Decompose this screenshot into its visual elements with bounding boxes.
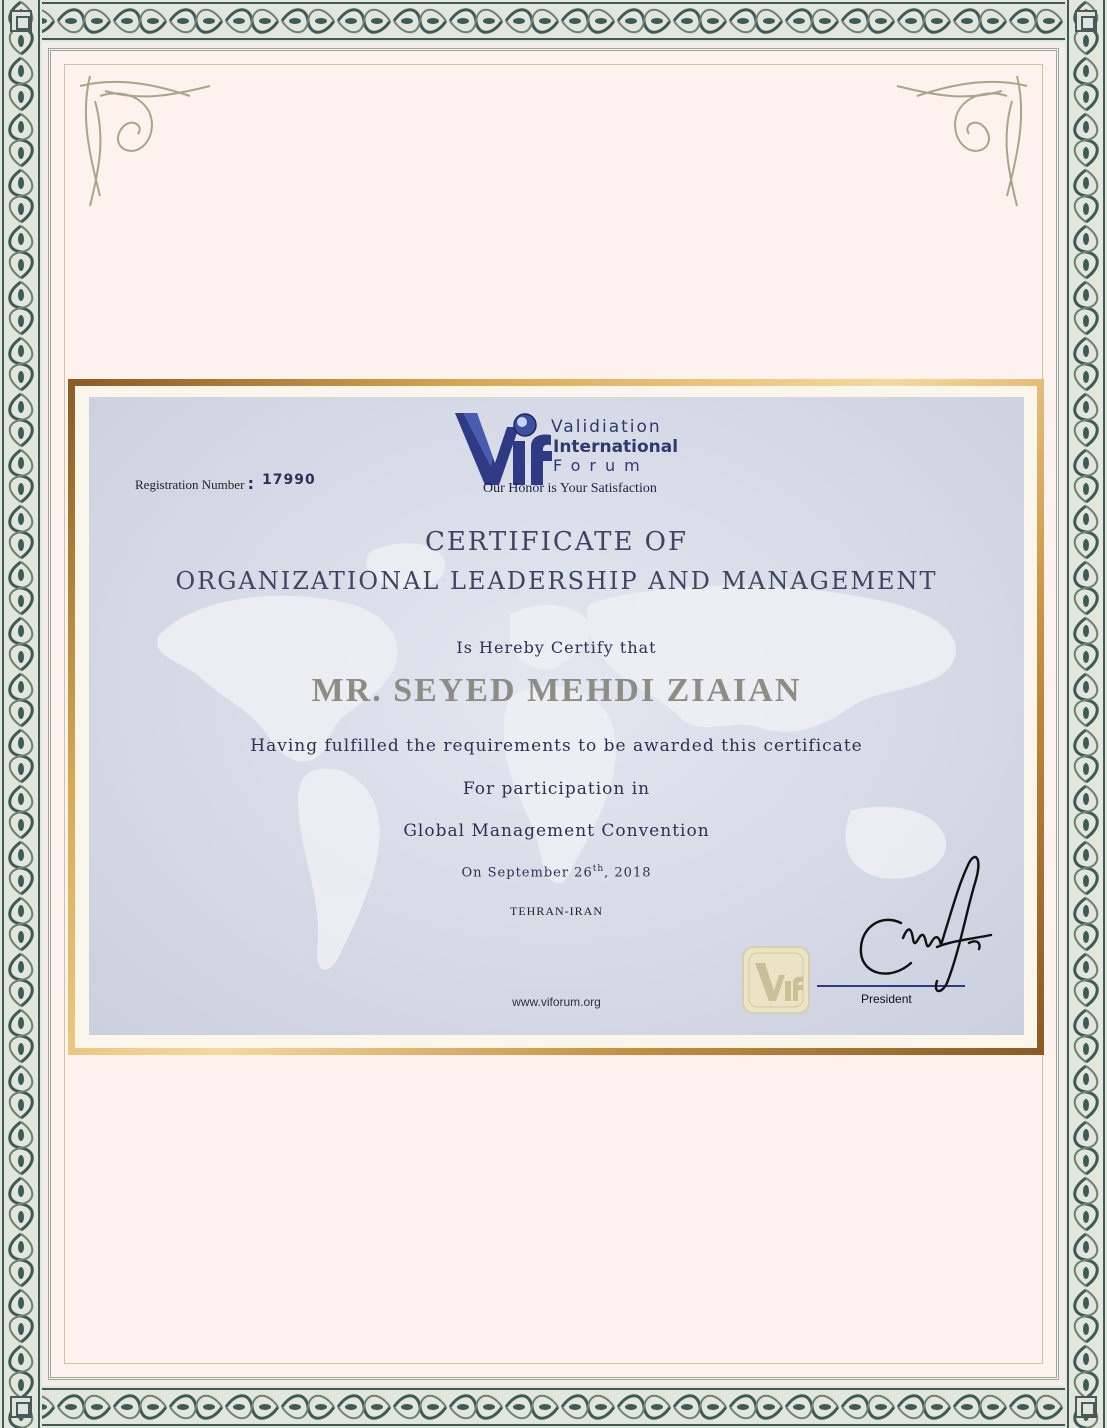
ornamental-border-left — [0, 0, 42, 1428]
org-name-line-1: Validiation — [551, 417, 662, 437]
certificate-card — [89, 397, 1024, 1035]
signatory-title: President — [861, 992, 912, 1006]
registration-label: Registration Number : — [135, 474, 255, 493]
org-name-line-3: Forum — [553, 456, 649, 475]
participation-statement: For participation in — [462, 779, 651, 799]
corner-ornament-bottom-right — [1075, 1396, 1097, 1418]
ornamental-border-top — [0, 0, 1107, 42]
embossed-seal — [741, 945, 811, 1015]
org-name-line-2: International — [553, 437, 679, 457]
certificate-title-line-2: ORGANIZATIONAL LEADERSHIP AND MANAGEMENT — [175, 567, 938, 595]
fulfilled-statement: Having fulfilled the requirements to be awarded this certificate — [250, 736, 863, 756]
corner-ornament-top-left — [10, 10, 32, 32]
president-signature — [841, 843, 1001, 1003]
recipient-name: MR. SEYED MEHDI ZIAIAN — [311, 672, 802, 709]
org-motto: Our Honor is Your Satisfaction — [483, 481, 657, 496]
ornamental-border-bottom — [0, 1386, 1107, 1428]
registration-number: 17990 — [262, 472, 316, 488]
event-name: Global Management Convention — [403, 821, 710, 841]
vif-logo — [455, 407, 565, 491]
certificate-title-line-1: CERTIFICATE OF — [424, 527, 689, 557]
certificate-gold-frame — [68, 379, 1044, 1055]
ornamental-border-right — [1065, 0, 1107, 1428]
corner-flourish-top-right — [887, 66, 1037, 216]
corner-flourish-top-left — [70, 66, 220, 216]
corner-ornament-top-right — [1075, 10, 1097, 32]
certify-statement: Is Hereby Certify that — [456, 638, 657, 657]
registration-separator: : — [247, 474, 255, 493]
corner-ornament-bottom-left — [10, 1396, 32, 1418]
certificate-date: On September 26th, 2018 — [461, 864, 652, 881]
certificate-mat — [75, 386, 1037, 1048]
org-website: www.viforum.org — [512, 995, 601, 1009]
certificate-location: TEHRAN-IRAN — [510, 904, 603, 918]
